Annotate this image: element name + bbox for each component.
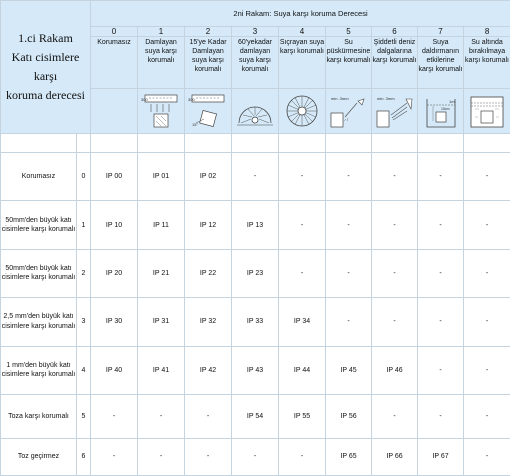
col-desc-5: Su püskürmesine karşı korumalı (326, 37, 372, 89)
col-desc-8: Su altında bırakılmaya karşı korumalı (464, 37, 510, 89)
ip-code-cell: - (138, 394, 185, 438)
col-desc-6: Şiddetli deniz dalgalarına karşı korumalı (372, 37, 418, 89)
ip-code-cell: IP 55 (279, 394, 326, 438)
table-row (1, 438, 510, 475)
ip-code-cell: - (464, 394, 510, 438)
ip-code-cell: - (464, 438, 510, 475)
ip-code-cell: IP 67 (418, 438, 464, 475)
col-num-0: 0 (91, 26, 138, 36)
ip-code-cell: - (279, 201, 326, 249)
icon-label-15cm: 15cm (440, 106, 450, 111)
ip-code-cell: - (326, 152, 372, 200)
table-body (1, 152, 510, 475)
spray-60-icon (233, 93, 277, 129)
ip-code-cell: IP 31 (138, 298, 185, 346)
row-label: 1 mm'den büyük katı cisimlere karşı korumalı (1, 346, 77, 394)
row-number: 4 (77, 346, 91, 394)
corner-line-3: karşı (33, 68, 58, 83)
ip-code-cell: - (372, 394, 418, 438)
ip-code-cell: - (464, 201, 510, 249)
col-icon-cell-7 (418, 88, 464, 133)
corner-line-4: koruma derecesi (6, 87, 85, 102)
ip-code-cell: IP 00 (91, 152, 138, 200)
ip-code-cell: - (185, 394, 232, 438)
ip-code-cell: IP 46 (372, 346, 418, 394)
row-label: Korumasız (1, 152, 77, 200)
ip-code-cell: - (418, 298, 464, 346)
ip-code-cell: - (138, 438, 185, 475)
icon-label-300-a: 300 (141, 96, 148, 102)
ip-code-cell: - (372, 201, 418, 249)
ip-code-cell: IP 34 (279, 298, 326, 346)
table-row (1, 394, 510, 438)
ip-code-cell: IP 13 (232, 201, 279, 249)
ip-code-cell: - (464, 249, 510, 297)
powerful-jet-icon (373, 93, 417, 129)
col-num-6: 6 (372, 26, 418, 36)
splash-icon (280, 93, 324, 129)
header-title-row (1, 1, 510, 27)
ip-code-cell: - (418, 152, 464, 200)
row-number: 0 (77, 152, 91, 200)
ip-code-cell: IP 22 (185, 249, 232, 297)
vertical-drip-icon (139, 93, 183, 129)
ip-code-cell: IP 41 (138, 346, 185, 394)
row-number: 3 (77, 298, 91, 346)
ip-code-cell: IP 65 (326, 438, 372, 475)
ip-code-cell: - (232, 152, 279, 200)
ip-code-cell: - (372, 298, 418, 346)
ip-code-cell: IP 54 (232, 394, 279, 438)
icon-label-300-b: 300 (188, 96, 195, 102)
ip-code-cell: IP 20 (91, 249, 138, 297)
col-desc-7: Suya daldırmanın etkilerine karşı korumalı (418, 37, 464, 89)
col-num-3: 3 (232, 26, 279, 36)
ip-code-cell: - (279, 249, 326, 297)
col-icon-cell-6 (372, 88, 418, 133)
ip-code-cell: IP 45 (326, 346, 372, 394)
col-icon-cell-3 (232, 88, 279, 133)
corner-header (1, 1, 91, 134)
col-desc-0: Korumasız (91, 37, 138, 89)
ip-code-cell: IP 10 (91, 201, 138, 249)
col-icon-cell-1 (138, 88, 185, 133)
ip-code-cell: IP 66 (372, 438, 418, 475)
ip-code-cell: - (464, 152, 510, 200)
tilted-drip-icon (186, 93, 230, 129)
col-num-4: 4 (279, 26, 326, 36)
ip-code-cell: - (326, 249, 372, 297)
col-icon-cell-2 (185, 88, 232, 133)
col-icon-cell-8 (464, 88, 510, 133)
row-number: 6 (77, 438, 91, 475)
table-row (1, 152, 510, 200)
col-icon-cell-5 (326, 88, 372, 133)
icon-label-min3mm-b: min. 3mm (376, 95, 395, 101)
col-desc-2: 15'ye Kadar Damlayan suya karşı korumalı (185, 37, 232, 89)
col-desc-3: 60'yekadar damlayan suya karşı korumalı (232, 37, 279, 89)
ip-code-cell: - (279, 152, 326, 200)
row-number: 5 (77, 394, 91, 438)
col-num-2: 2 (185, 26, 232, 36)
water-jet-icon (327, 93, 371, 129)
ip-code-cell: - (372, 152, 418, 200)
table-row (1, 298, 510, 346)
col-num-1: 1 (138, 26, 185, 36)
corner-line-1: 1.ci Rakam (18, 30, 73, 45)
col-desc-1: Damlayan suya karşı korumalı (138, 37, 185, 89)
col-icon-cell-4 (279, 88, 326, 133)
ip-code-cell: IP 56 (326, 394, 372, 438)
ip-code-cell: IP 32 (185, 298, 232, 346)
icon-label-min3mm-a: min. 3mm (330, 95, 349, 101)
ip-code-cell: - (232, 438, 279, 475)
row-label: 50mm'den büyük katı cisimlere karşı korumalı (1, 249, 77, 297)
ip-code-cell: IP 30 (91, 298, 138, 346)
row-label: Toza karşı korumalı (1, 394, 77, 438)
ip-code-cell: IP 42 (185, 346, 232, 394)
ip-code-cell: - (91, 438, 138, 475)
ip-code-cell: - (279, 438, 326, 475)
ip-code-cell: - (91, 394, 138, 438)
table-row (1, 346, 510, 394)
col-num-7: 7 (418, 26, 464, 36)
ip-code-cell: - (418, 249, 464, 297)
ip-code-cell: - (326, 201, 372, 249)
corner-line-2: Katı cisimlere (11, 49, 80, 64)
table-row (1, 249, 510, 297)
row-label: 2,5 mm'den büyük katı cisimlere karşı korumalı (1, 298, 77, 346)
ip-code-cell: - (185, 438, 232, 475)
ip-code-cell: IP 23 (232, 249, 279, 297)
submersion-icon (465, 93, 509, 129)
ip-code-cell: IP 02 (185, 152, 232, 200)
ip-code-cell: IP 43 (232, 346, 279, 394)
ip-code-cell: - (464, 298, 510, 346)
ip-code-cell: IP 40 (91, 346, 138, 394)
ip-code-cell: IP 33 (232, 298, 279, 346)
col-desc-4: Sıçrayan suya karşı korumalı (279, 37, 326, 89)
spacer-row (1, 133, 510, 152)
row-number: 2 (77, 249, 91, 297)
ip-code-cell: IP 21 (138, 249, 185, 297)
icon-label-15deg: 15° (192, 121, 199, 127)
ip-code-cell: - (464, 346, 510, 394)
ip-code-cell: - (418, 201, 464, 249)
ip-code-cell: - (372, 249, 418, 297)
col-num-5: 5 (326, 26, 372, 36)
ip-code-cell: IP 11 (138, 201, 185, 249)
col-icon-cell-0 (91, 88, 138, 133)
ip-code-cell: IP 12 (185, 201, 232, 249)
immersion-icon (419, 93, 463, 129)
icon-label-1m: 1m (448, 98, 455, 104)
ip-code-cell: IP 44 (279, 346, 326, 394)
ip-code-cell: - (418, 346, 464, 394)
row-label: Toz geçirmez (1, 438, 77, 475)
table-row (1, 201, 510, 249)
ip-code-cell: - (418, 394, 464, 438)
row-label: 50mm'den büyük katı cisimlere karşı korumalı (1, 201, 77, 249)
ip-code-cell: - (326, 298, 372, 346)
row-number: 1 (77, 201, 91, 249)
header-title: 2ni Rakam: Suya karşı koruma Derecesi (91, 1, 510, 27)
col-num-8: 8 (464, 26, 510, 36)
ip-code-cell: IP 01 (138, 152, 185, 200)
